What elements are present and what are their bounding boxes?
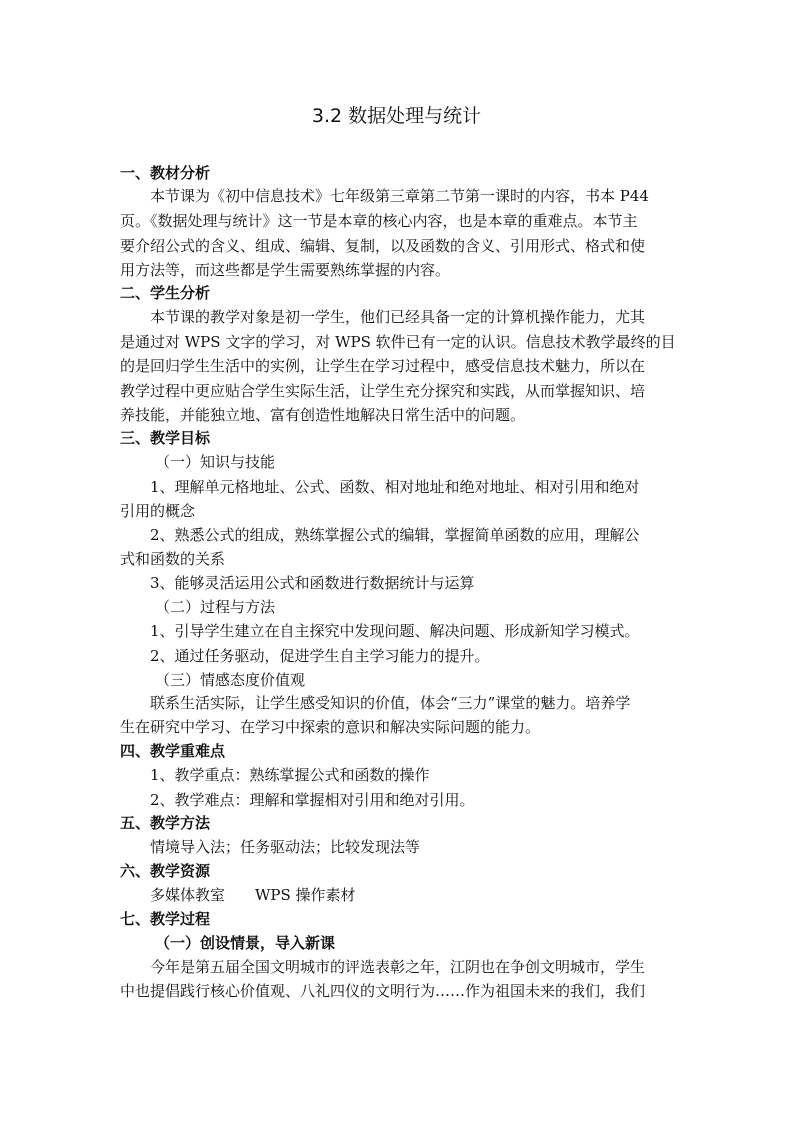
- paragraph-line: 本节课的教学对象是初一学生，他们已经具备一定的计算机操作能力，尤其: [150, 308, 646, 326]
- subsection-heading: （一）创设情景，导入新课: [155, 934, 336, 952]
- paragraph-line: 要介绍公式的含义、组成、编辑、复制，以及函数的含义、引用形式、格式和使: [120, 237, 646, 255]
- paragraph-line: 2、通过任务驱动，促进学生自主学习能力的提升。: [150, 647, 490, 665]
- section-heading: 四、教学重难点: [120, 742, 226, 760]
- paragraph-line: 生在研究中学习、在学习中探索的意识和解决实际问题的能力。: [120, 718, 541, 736]
- paragraph-line: 引用的概念: [120, 502, 196, 520]
- paragraph-line: 2、教学难点：理解和掌握相对引用和绝对引用。: [150, 791, 475, 809]
- paragraph-line: 式和函数的关系: [120, 550, 226, 568]
- paragraph-line: 页。《数据处理与统计》这一节是本章的核心内容，也是本章的重难点。本节主: [120, 212, 638, 230]
- subsection-heading: （三）情感态度价值观: [155, 671, 306, 689]
- subsection-heading: （一）知识与技能: [155, 453, 276, 471]
- paragraph-line: 1、引导学生建立在自主探究中发现问题、解决问题、形成新知学习模式。: [150, 622, 640, 640]
- paragraph-line: 情境导入法；任务驱动法；比较发现法等: [150, 838, 421, 856]
- paragraph-line: 1、理解单元格地址、公式、函数、相对地址和绝对地址、相对引用和绝对: [150, 478, 640, 496]
- subsection-heading: （二）过程与方法: [155, 598, 276, 616]
- paragraph-line: 中也提倡践行核心价值观、八礼四仪的文明行为……作为祖国未来的我们，我们: [120, 982, 646, 1000]
- paragraph-line: 用方法等，而这些都是学生需要熟练掌握的内容。: [120, 261, 451, 279]
- paragraph-line: 是通过对 WPS 文字的学习，对 WPS 软件已有一定的认识。信息技术教学最终的目: [120, 333, 676, 351]
- paragraph-line: 本节课为《初中信息技术》七年级第三章第二节第一课时的内容，书本 P44: [150, 187, 649, 205]
- paragraph-line: 2、熟悉公式的组成，熟练掌握公式的编辑，掌握简单函数的应用，理解公: [150, 526, 640, 544]
- paragraph-line: 养技能，并能独立地、富有创造性地解决日常生活中的问题。: [120, 406, 526, 424]
- section-heading: 五、教学方法: [120, 814, 211, 832]
- paragraph-line: 多媒体教室 WPS 操作素材: [150, 886, 356, 904]
- paragraph-line: 3、能够灵活运用公式和函数进行数据统计与运算: [150, 574, 475, 592]
- paragraph-line: 1、教学重点：熟练掌握公式和函数的操作: [150, 766, 430, 784]
- section-heading: 七、教学过程: [120, 910, 211, 928]
- section-heading: 六、教学资源: [120, 862, 211, 880]
- section-heading: 三、教学目标: [120, 429, 211, 447]
- page-title: 3.2 数据处理与统计: [311, 105, 482, 127]
- paragraph-line: 今年是第五届全国文明城市的评选表彰之年，江阴也在争创文明城市，学生: [150, 958, 646, 976]
- paragraph-line: 联系生活实际，让学生感受知识的价值，体会“三力”课堂的魅力。培养学: [150, 694, 631, 712]
- section-heading: 二、学生分析: [120, 284, 211, 302]
- paragraph-line: 的是回归学生生活中的实例，让学生在学习过程中，感受信息技术魅力，所以在: [120, 357, 646, 375]
- paragraph-line: 教学过程中更应贴合学生实际生活，让学生充分探究和实践，从而掌握知识、培: [120, 382, 646, 400]
- section-heading: 一、教材分析: [120, 164, 211, 182]
